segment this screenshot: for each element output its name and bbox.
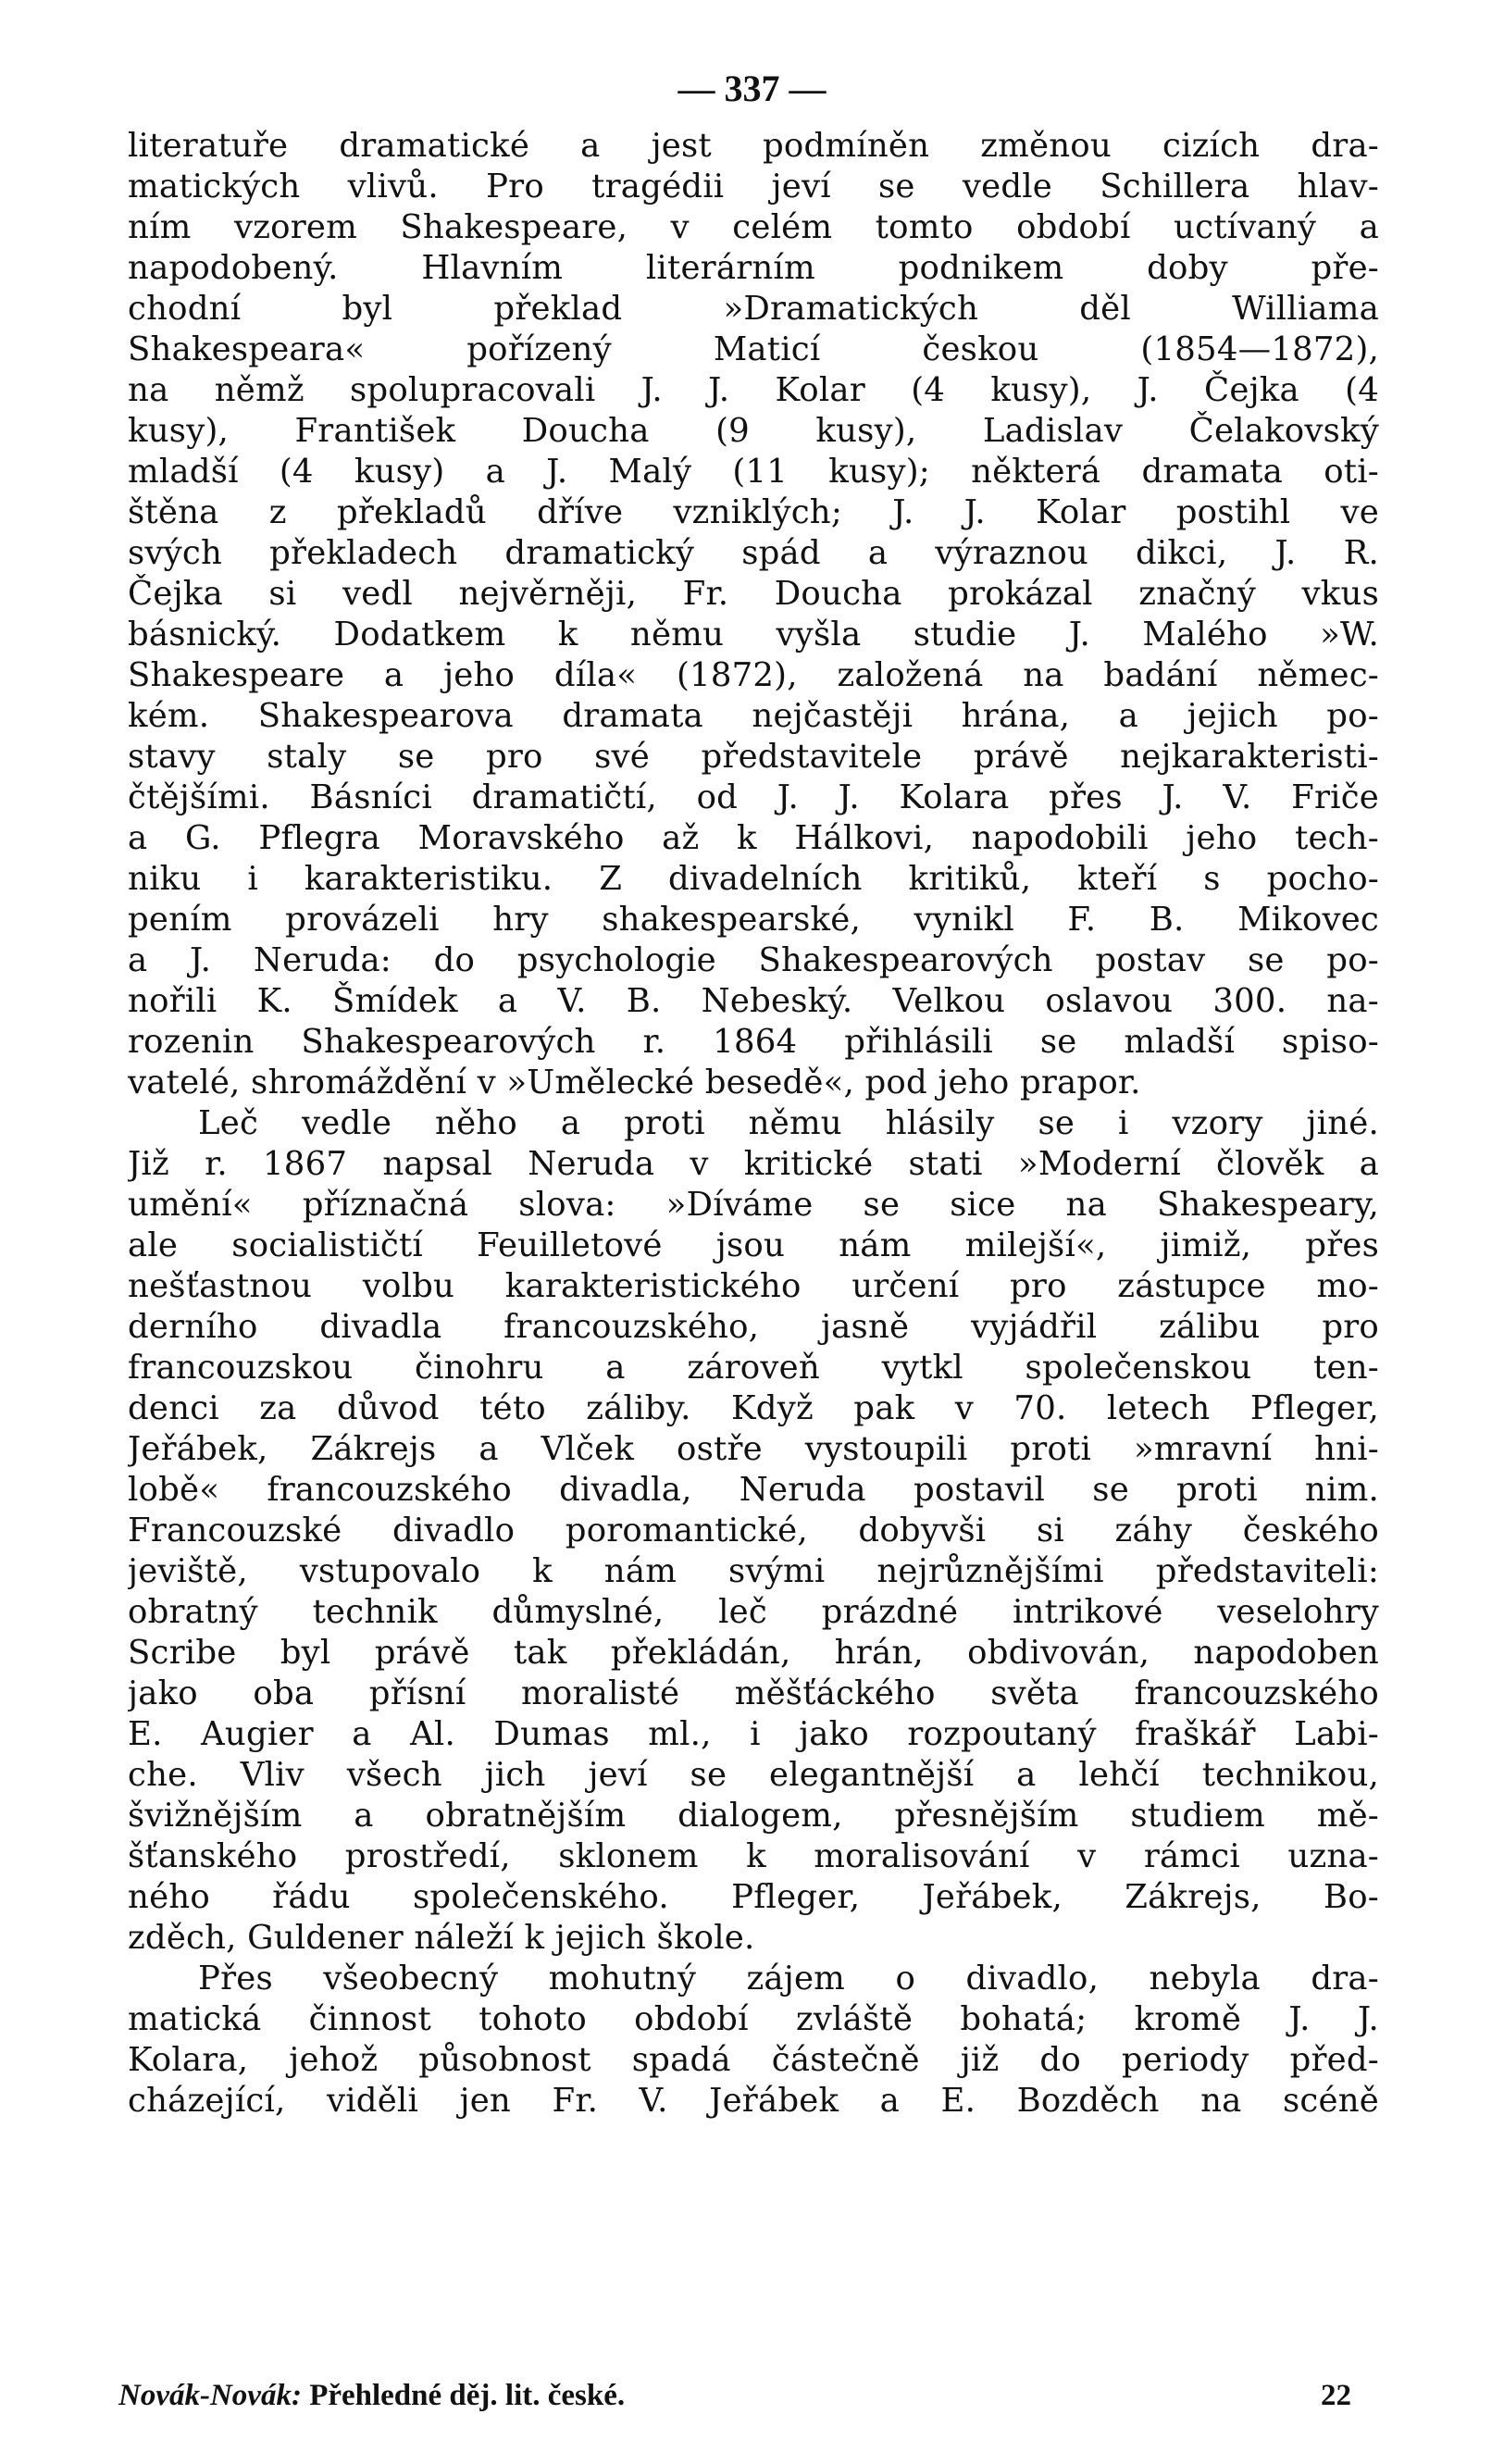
text-line: mladší (4 kusy) a J. Malý (11 kusy); některá dramata oti-	[128, 453, 1379, 491]
text-line: E. Augier a Al. Dumas ml., i jako rozpoutaný fraškář Labi-	[128, 1715, 1379, 1753]
text-line: zděch, Guldener náleží k jejich škole.	[128, 1919, 755, 1957]
text-line: vatelé, shromáždění v »Umělecké besedě«, pod jeho prapor.	[128, 1064, 1141, 1101]
text-line: nešťastnou volbu karakteristického určení pro zástupce mo-	[128, 1267, 1379, 1305]
text-line: a G. Pflegra Moravského až k Hálkovi, napodobili jeho tech-	[128, 819, 1379, 857]
text-line: literatuře dramatické a jest podmíněn změnou cizích dra-	[128, 127, 1379, 165]
text-line: denci za důvod této záliby. Když pak v 70. letech Pfleger,	[128, 1389, 1379, 1427]
text-line: Jeřábek, Zákrejs a Vlček ostře vystoupili proti »mravní hni-	[128, 1430, 1379, 1468]
text-line: pením provázeli hry shakespearské, vynikl F. B. Mikovec	[128, 901, 1379, 939]
text-line: čtějšími. Básníci dramatičtí, od J. J. Kolara přes J. V. Friče	[128, 778, 1379, 816]
text-line: švižnějším a obratnějším dialogem, přesnějším studiem mě-	[128, 1797, 1379, 1835]
text-line: jako oba přísní moralisté měšťáckého světa francouzského	[128, 1674, 1379, 1712]
text-line: Shakespeara« pořízený Maticí českou (1854—1872),	[128, 330, 1379, 368]
text-line: Kolara, jehož působnost spadá částečně již do periody před-	[128, 2041, 1379, 2079]
text-line: šťanského prostředí, sklonem k moralisování v rámci uzna-	[128, 1837, 1379, 1875]
text-line: lobě« francouzského divadla, Neruda postavil se proti nim.	[128, 1471, 1379, 1509]
text-line: ného řádu společenského. Pfleger, Jeřábek, Zákrejs, Bo-	[128, 1878, 1379, 1916]
text-line: ale socialističtí Feuilletové jsou nám milejší«, jimiž, přes	[128, 1226, 1379, 1264]
text-line: kusy), František Doucha (9 kusy), Ladislav Čelakovský	[128, 412, 1379, 450]
text-line: rozenin Shakespearových r. 1864 přihlásili se mladší spiso-	[128, 1023, 1379, 1061]
text-line: básnický. Dodatkem k němu vyšla studie J. Malého »W.	[128, 616, 1379, 653]
text-line: Leč vedle něho a proti němu hlásily se i vzory jiné.	[198, 1104, 1379, 1142]
text-line: nořili K. Šmídek a V. B. Nebeský. Velkou oslavou 300. na-	[128, 982, 1379, 1020]
text-line: Shakespeare a jeho díla« (1872), založená na badání němec-	[128, 656, 1379, 694]
text-line: obratný technik důmyslné, leč prázdné intrikové veselohry	[128, 1593, 1379, 1631]
text-line: Scribe byl právě tak překládán, hrán, obdivován, napodoben	[128, 1634, 1379, 1672]
text-line: che. Vliv všech jich jeví se elegantnější a lehčí technikou,	[128, 1756, 1379, 1794]
footer-signature: 22	[1321, 2379, 1351, 2412]
text-line: Francouzské divadlo poromantické, dobyvši si záhy českého	[128, 1512, 1379, 1549]
page-number: — 337 —	[677, 68, 827, 109]
text-line: niku i karakteristiku. Z divadelních kritiků, kteří s pocho-	[128, 860, 1379, 898]
text-line: Čejka si vedl nejvěrněji, Fr. Doucha prokázal značný vkus	[128, 575, 1379, 613]
text-line: francouzskou činohru a zároveň vytkl společenskou ten-	[128, 1349, 1379, 1387]
text-line: na němž spolupracovali J. J. Kolar (4 kusy), J. Čejka (4	[128, 371, 1379, 409]
text-line: jeviště, vstupovalo k nám svými nejrůznějšími představiteli:	[128, 1552, 1379, 1590]
text-line: Přes všeobecný mohutný zájem o divadlo, nebyla dra-	[198, 1960, 1379, 1997]
text-line: Již r. 1867 napsal Neruda v kritické stati »Moderní člověk a	[128, 1145, 1379, 1183]
text-line: chodní byl překlad »Dramatických děl Williama	[128, 290, 1379, 328]
text-line: stavy staly se pro své představitele právě nejkarakteristi-	[128, 738, 1379, 776]
text-line: kém. Shakespearova dramata nejčastěji hrána, a jejich po-	[128, 697, 1379, 735]
text-line: matická činnost tohoto období zvláště bohatá; kromě J. J.	[128, 2000, 1379, 2038]
text-line: štěna z překladů dříve vzniklých; J. J. Kolar postihl ve	[128, 493, 1379, 531]
text-line: cházející, viděli jen Fr. V. Jeřábek a E. Bozděch na scéně	[128, 2082, 1379, 2120]
text-line: a J. Neruda: do psychologie Shakespearových postav se po-	[128, 941, 1379, 979]
text-line: matických vlivů. Pro tragédii jeví se vedle Schillera hlav-	[128, 168, 1379, 205]
text-line: ním vzorem Shakespeare, v celém tomto období uctívaný a	[128, 208, 1379, 246]
footer-title: Přehledné děj. lit. české.	[309, 2379, 626, 2412]
text-line: derního divadla francouzského, jasně vyjádřil zálibu pro	[128, 1308, 1379, 1346]
footer-author: Novák-Novák:	[118, 2379, 302, 2412]
text-line: svých překladech dramatický spád a výraznou dikci, J. R.	[128, 534, 1379, 572]
text-line: napodobený. Hlavním literárním podnikem doby pře-	[128, 249, 1379, 287]
page-footer	[118, 2375, 1379, 2416]
body-text	[128, 126, 1379, 2122]
text-line: umění« příznačná slova: »Díváme se sice na Shakespeary,	[128, 1186, 1379, 1224]
